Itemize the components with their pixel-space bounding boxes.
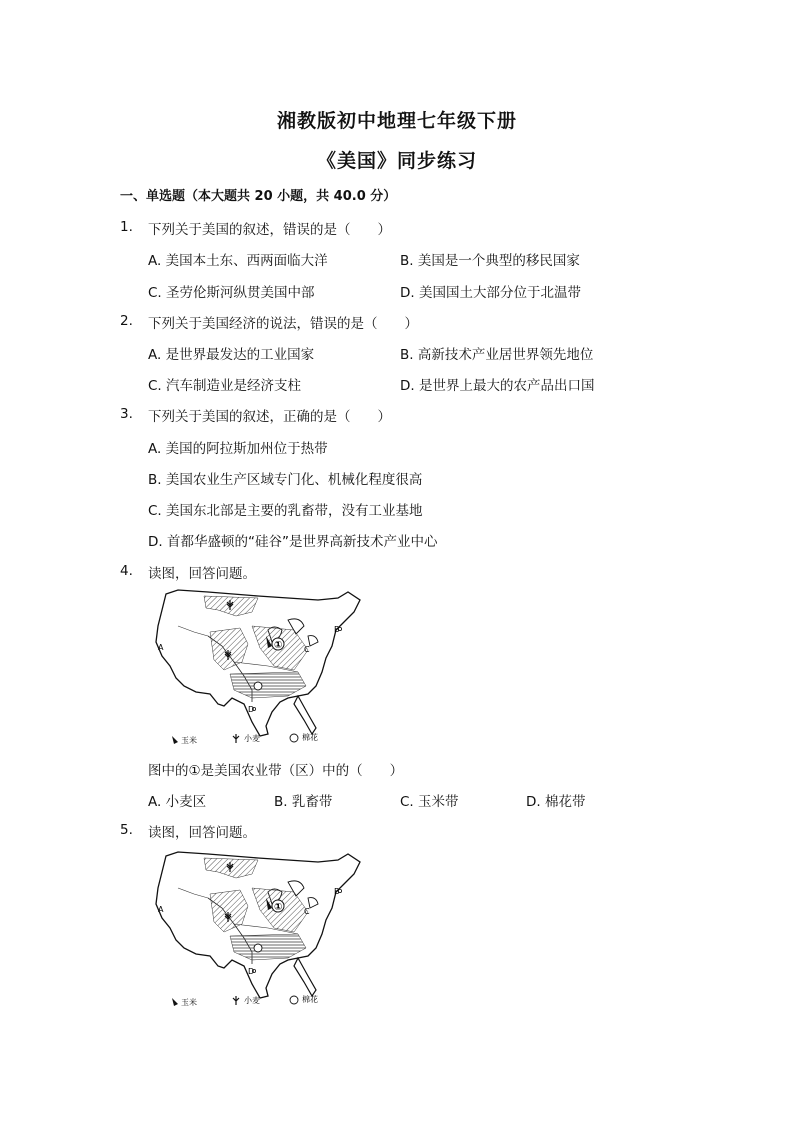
cotton-icon	[290, 734, 298, 742]
cotton-icon	[254, 682, 262, 690]
map-label-d: D	[248, 705, 255, 714]
question-2-option-d[interactable]: D. 是世界上最大的农产品出口国	[400, 378, 595, 394]
map-label-d: D	[248, 967, 255, 976]
question-3-number: 3.	[120, 406, 133, 422]
wheat-region-central	[210, 890, 248, 932]
question-3-option-a[interactable]: A. 美国的阿拉斯加州位于热带	[148, 441, 328, 457]
question-1-number: 1.	[120, 219, 133, 235]
legend-wheat-label: 小麦	[244, 996, 260, 1005]
question-4-number: 4.	[120, 563, 133, 579]
question-4-stem: 读图，回答问题。	[148, 566, 256, 582]
question-4-option-d[interactable]: D. 棉花带	[526, 794, 586, 810]
question-4-option-a[interactable]: A. 小麦区	[148, 794, 207, 810]
question-3-option-c[interactable]: C. 美国东北部是主要的乳畜带，没有工业基地	[148, 503, 423, 519]
map-label-c: C	[304, 645, 310, 654]
question-1-option-b[interactable]: B. 美国是一个典型的移民国家	[400, 253, 580, 269]
question-3-option-b[interactable]: B. 美国农业生产区域专门化、机械化程度很高	[148, 472, 423, 488]
map-legend	[172, 994, 318, 1007]
question-3-option-d[interactable]: D. 首都华盛顿的“硅谷”是世界高新技术产业中心	[148, 534, 438, 550]
corn-icon	[172, 998, 178, 1006]
legend-cotton-label: 棉花	[302, 995, 318, 1004]
cotton-belt-region	[230, 672, 306, 698]
question-2-option-a[interactable]: A. 是世界最发达的工业国家	[148, 347, 315, 363]
question-4-option-b[interactable]: B. 乳畜带	[274, 794, 333, 810]
legend-corn-label: 玉米	[181, 998, 197, 1007]
question-4-sub-stem: 图中的①是美国农业带（区）中的（ ）	[148, 763, 404, 779]
legend-wheat-label: 小麦	[244, 734, 260, 743]
document-title: 湘教版初中地理七年级下册	[276, 110, 517, 132]
map-legend	[172, 732, 318, 745]
question-5-stem: 读图，回答问题。	[148, 825, 256, 841]
wheat-icon	[233, 996, 239, 1005]
map-label-circled-1: ①	[274, 640, 283, 651]
question-2-option-b[interactable]: B. 高新技术产业居世界领先地位	[400, 347, 594, 363]
corn-icon	[172, 736, 178, 744]
map-label-a: A	[158, 905, 164, 914]
question-2-option-c[interactable]: C. 汽车制造业是经济支柱	[148, 378, 302, 394]
map-label-b: B	[334, 625, 340, 634]
document-subtitle: 《美国》同步练习	[316, 150, 477, 172]
question-1-option-d[interactable]: D. 美国国土大部分位于北温带	[400, 285, 581, 301]
usa-outline	[156, 852, 360, 998]
question-1-stem: 下列关于美国的叙述，错误的是（ ）	[148, 222, 391, 238]
usa-outline	[156, 590, 360, 736]
map-label-b: B	[334, 887, 340, 896]
legend-corn-label: 玉米	[181, 736, 197, 745]
usa-agriculture-map-2	[148, 848, 370, 1010]
question-3-stem: 下列关于美国的叙述，正确的是（ ）	[148, 409, 391, 425]
question-1-option-c[interactable]: C. 圣劳伦斯河纵贯美国中部	[148, 285, 315, 301]
question-1-option-a[interactable]: A. 美国本土东、西两面临大洋	[148, 253, 328, 269]
cotton-belt-region	[230, 934, 306, 960]
map-label-a: A	[158, 643, 164, 652]
map-label-circled-1: ①	[274, 902, 283, 913]
section-heading: 一、单选题（本大题共 20 小题，共 40.0 分）	[120, 189, 397, 204]
question-4-option-c[interactable]: C. 玉米带	[400, 794, 459, 810]
usa-agriculture-map-1	[148, 586, 370, 748]
wheat-icon	[233, 734, 239, 743]
question-2-number: 2.	[120, 313, 133, 329]
question-5-number: 5.	[120, 822, 133, 838]
legend-cotton-label: 棉花	[302, 733, 318, 742]
wheat-region-central	[210, 628, 248, 670]
cotton-icon	[254, 944, 262, 952]
map-label-c: C	[304, 907, 310, 916]
question-2-stem: 下列关于美国经济的说法，错误的是（ ）	[148, 316, 418, 332]
cotton-icon	[290, 996, 298, 1004]
